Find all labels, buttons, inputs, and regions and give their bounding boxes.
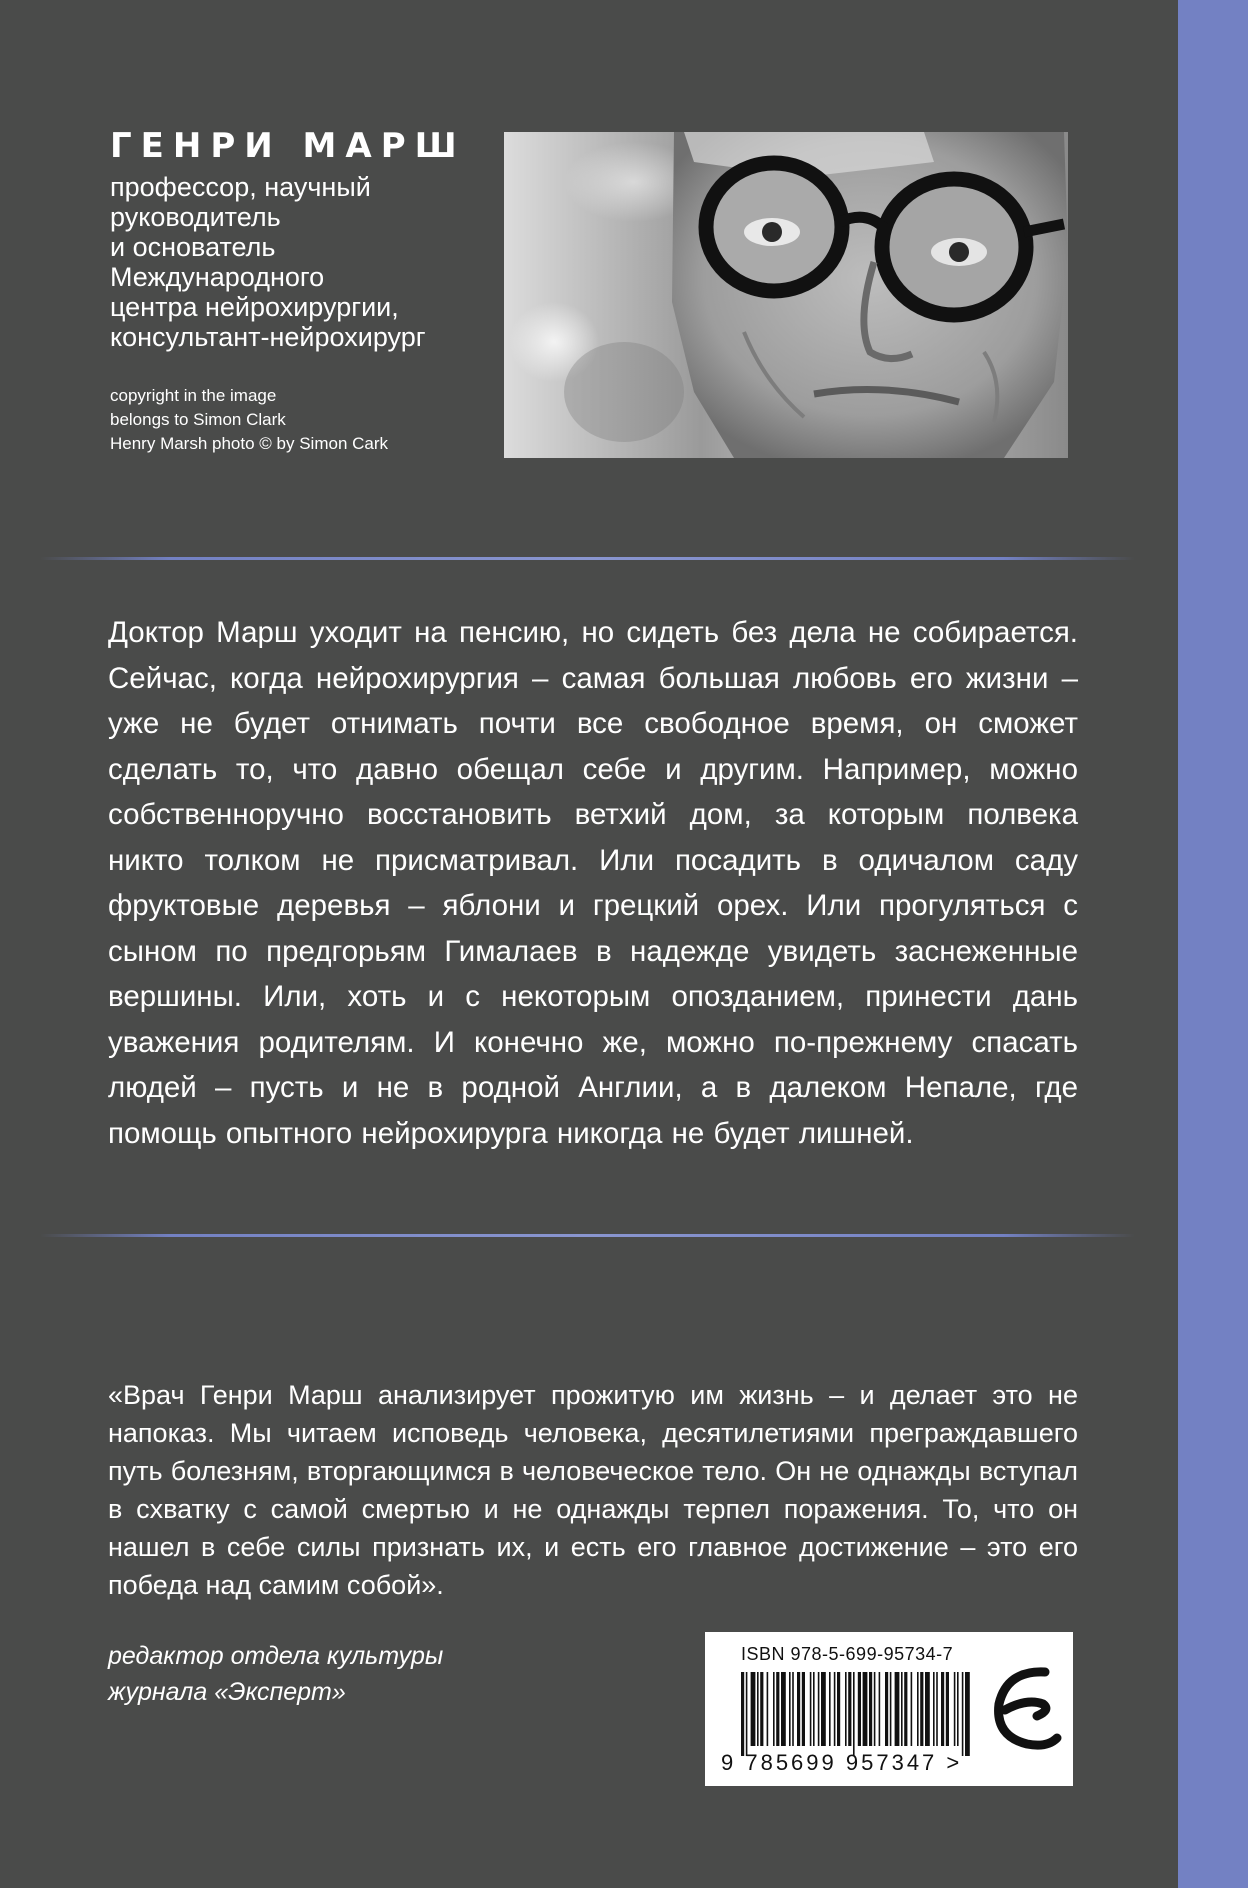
- publisher-logo-icon: [987, 1658, 1063, 1758]
- attribution-line: редактор отдела культуры: [108, 1642, 444, 1670]
- photo-credit: [110, 384, 440, 456]
- author-bio-line: профессор, научный: [110, 172, 371, 202]
- author-bio: [110, 172, 500, 352]
- barcode-digits: 9 785699 957347 >: [721, 1750, 963, 1775]
- author-bio-line: центра нейрохирургии,: [110, 292, 399, 322]
- divider-top: [40, 557, 1135, 560]
- author-bio-line: Международного: [110, 262, 325, 292]
- book-description: Доктор Марш уходит на пенсию, но сидеть без дела не собирается. Сейчас, когда нейрохирургия – самая большая любовь его жизни – уже не будет отнимать почти все свободное время, он сможет сделать то, что давно обещал себе и другим. Например, можно собственноручно восстановить ветхий дом, за которым полвека никто толком не присматривал. Или посадить в одичалом саду фруктовые деревья – яблони и грецкий орех. Или прогуляться с сыном по предгорьям Гималаев в надежде увидеть заснеженные вершины. Или, хоть и с некоторым опозданием, принести дань уважения родителям. И конечно же, можно по-прежнему спасать людей – пусть и не в родной Англии, а в далеком Непале, где помощь опытного нейрохирурга никогда не будет лишней.: [108, 616, 1078, 1150]
- divider-bottom: [40, 1234, 1135, 1237]
- spine-strip: [1178, 0, 1248, 1888]
- photo-credit-line: copyright in the image: [110, 386, 277, 405]
- author-bio-line: и основатель: [110, 232, 276, 262]
- quote-attribution: [108, 1638, 528, 1710]
- author-name: ГЕНРИ МАРШ: [110, 126, 466, 166]
- author-portrait: [504, 132, 1068, 458]
- author-bio-line: руководитель: [110, 202, 281, 232]
- photo-credit-line: Henry Marsh photo © by Simon Cark: [110, 434, 389, 453]
- isbn-label: ISBN 978-5-699-95734-7: [741, 1644, 954, 1664]
- isbn-barcode-box: [705, 1632, 1073, 1786]
- attribution-line: журнала «Эксперт»: [108, 1678, 346, 1706]
- review-quote: «Врач Генри Марш анализирует прожитую им жизнь – и делает это не напоказ. Мы читаем исповедь человека, десятилетиями преграждавшего путь болезням, вторгающимся в человеческое тело. Он не однажды вступал в схватку с самой смертью и не однажды терпел поражения. То, что он нашел в себе силы признать их, и есть его главное достижение – это его победа над самим собой».: [108, 1380, 1078, 1600]
- author-portrait-image: [504, 132, 1068, 458]
- photo-credit-line: belongs to Simon Clark: [110, 410, 286, 429]
- author-bio-line: консультант-нейрохирург: [110, 322, 426, 352]
